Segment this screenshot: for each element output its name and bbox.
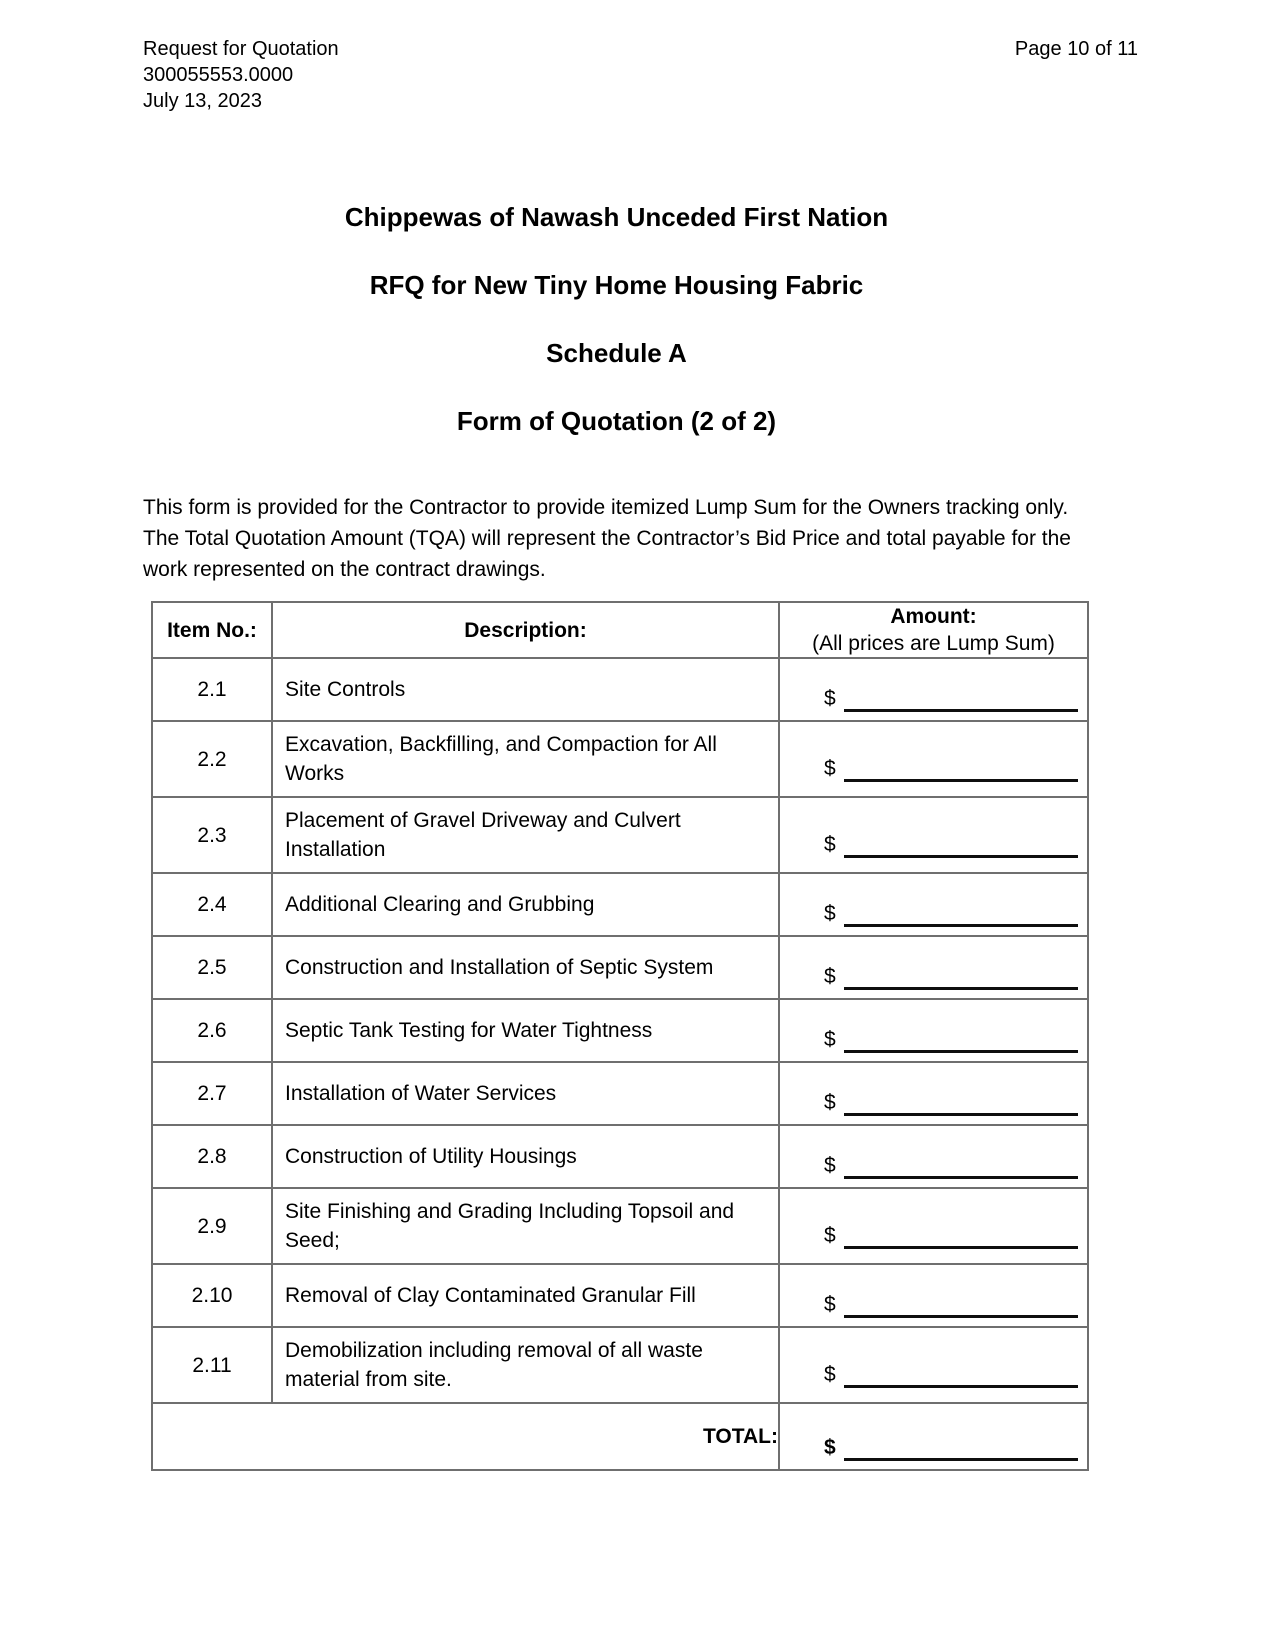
page-header — [143, 36, 1145, 114]
item-number: 2.5 — [152, 936, 272, 999]
amount-cell — [779, 1125, 1088, 1188]
item-description: Excavation, Backfilling, and Compaction for All Works — [272, 721, 779, 797]
header-row — [152, 602, 1088, 658]
item-description: Construction and Installation of Septic System — [272, 936, 779, 999]
item-number: 2.10 — [152, 1264, 272, 1327]
item-description: Placement of Gravel Driveway and Culvert Installation — [272, 797, 779, 873]
amount-blank-field[interactable] — [844, 1291, 1078, 1318]
amount-blank-field[interactable] — [844, 900, 1078, 927]
amount-entry — [780, 1335, 1087, 1396]
amount-entry — [780, 805, 1087, 866]
amount-cell — [779, 1264, 1088, 1327]
amount-entry — [780, 1196, 1087, 1257]
total-row — [152, 1403, 1088, 1470]
col-header-amount — [779, 602, 1088, 658]
amount-blank-field[interactable] — [844, 831, 1078, 858]
item-number: 2.11 — [152, 1327, 272, 1403]
item-number: 2.6 — [152, 999, 272, 1062]
item-description: Additional Clearing and Grubbing — [272, 873, 779, 936]
item-description: Site Finishing and Grading Including Topsoil and Seed; — [272, 1188, 779, 1264]
quotation-table — [151, 601, 1089, 1471]
dollar-sign: $ — [824, 1223, 836, 1247]
amount-entry — [780, 659, 1087, 720]
dollar-sign: $ — [824, 1436, 836, 1459]
item-description: Removal of Clay Contaminated Granular Fill — [272, 1264, 779, 1327]
header-project-number: 300055553.0000 — [143, 64, 294, 86]
item-number: 2.1 — [152, 658, 272, 721]
table-row — [152, 1327, 1088, 1403]
header-meta — [143, 36, 1145, 114]
form-title: Form of Quotation (2 of 2) — [456, 406, 777, 436]
amount-blank-field[interactable] — [844, 1152, 1078, 1179]
amount-blank-field[interactable] — [844, 1026, 1078, 1053]
total-amount-blank-field[interactable] — [844, 1434, 1078, 1461]
item-description: Septic Tank Testing for Water Tightness — [272, 999, 779, 1062]
table-row — [152, 936, 1088, 999]
header-date: July 13, 2023 — [143, 90, 262, 112]
amount-cell — [779, 1062, 1088, 1125]
amount-entry — [780, 1126, 1087, 1187]
amount-blank-field[interactable] — [844, 1089, 1078, 1116]
dollar-sign: $ — [824, 1293, 836, 1316]
total-amount-cell — [779, 1403, 1088, 1470]
col-header-description: Description: — [272, 602, 779, 658]
amount-cell — [779, 999, 1088, 1062]
amount-cell — [779, 936, 1088, 999]
item-description: Site Controls — [272, 658, 779, 721]
item-number: 2.4 — [152, 873, 272, 936]
amount-cell — [779, 658, 1088, 721]
page-number-label: Page 10 of 11 — [1014, 38, 1138, 60]
total-label: TOTAL: — [152, 1403, 779, 1470]
dollar-sign: $ — [824, 965, 836, 988]
amount-entry — [780, 1000, 1087, 1061]
quotation-table-footer — [152, 1403, 1088, 1470]
title-block — [143, 202, 1090, 436]
amount-blank-field[interactable] — [844, 1222, 1078, 1249]
amount-blank-field[interactable] — [844, 685, 1078, 712]
dollar-sign: $ — [824, 832, 836, 856]
col-header-item-no: Item No.: — [152, 602, 272, 658]
amount-cell — [779, 1188, 1088, 1264]
table-row — [152, 797, 1088, 873]
item-number: 2.2 — [152, 721, 272, 797]
table-row — [152, 873, 1088, 936]
item-description: Installation of Water Services — [272, 1062, 779, 1125]
amount-cell — [779, 797, 1088, 873]
amount-header-line1: Amount: — [890, 605, 977, 628]
header-doc-type: Request for Quotation — [143, 38, 339, 60]
amount-header-line2: (All prices are Lump Sum) — [812, 632, 1055, 655]
item-description: Construction of Utility Housings — [272, 1125, 779, 1188]
dollar-sign: $ — [824, 687, 836, 710]
rfq-title: RFQ for New Tiny Home Housing Fabric — [369, 270, 864, 300]
item-number: 2.8 — [152, 1125, 272, 1188]
dollar-sign: $ — [824, 902, 836, 925]
amount-cell — [779, 1327, 1088, 1403]
schedule-title: Schedule A — [546, 338, 687, 368]
dollar-sign: $ — [824, 1091, 836, 1114]
total-amount-entry — [780, 1404, 1087, 1469]
table-row — [152, 1264, 1088, 1327]
table-row — [152, 721, 1088, 797]
table-row — [152, 1188, 1088, 1264]
amount-entry — [780, 874, 1087, 935]
amount-entry — [780, 1063, 1087, 1124]
organization-title: Chippewas of Nawash Unceded First Nation — [344, 202, 889, 232]
table-row — [152, 999, 1088, 1062]
dollar-sign: $ — [824, 1154, 836, 1177]
item-number: 2.9 — [152, 1188, 272, 1264]
amount-entry — [780, 1265, 1087, 1326]
item-number: 2.3 — [152, 797, 272, 873]
amount-blank-field[interactable] — [844, 755, 1078, 782]
amount-entry — [780, 937, 1087, 998]
item-description: Demobilization including removal of all waste material from site. — [272, 1327, 779, 1403]
dollar-sign: $ — [824, 1028, 836, 1051]
table-row — [152, 1062, 1088, 1125]
dollar-sign: $ — [824, 1362, 836, 1386]
table-row — [152, 658, 1088, 721]
intro-paragraph: This form is provided for the Contractor to provide itemized Lump Sum for the Owners tracking only. The Total Quotation Amount (TQA) will represent the Contractor’s Bid Price and total payable for the work represented on the contract drawings. — [143, 496, 1080, 581]
amount-blank-field[interactable] — [844, 963, 1078, 990]
amount-entry — [780, 729, 1087, 790]
item-number: 2.7 — [152, 1062, 272, 1125]
amount-cell — [779, 721, 1088, 797]
quotation-table-header — [152, 602, 1088, 658]
amount-blank-field[interactable] — [844, 1361, 1078, 1388]
dollar-sign: $ — [824, 756, 836, 780]
quotation-table-body — [152, 658, 1088, 1403]
table-row — [152, 1125, 1088, 1188]
amount-cell — [779, 873, 1088, 936]
